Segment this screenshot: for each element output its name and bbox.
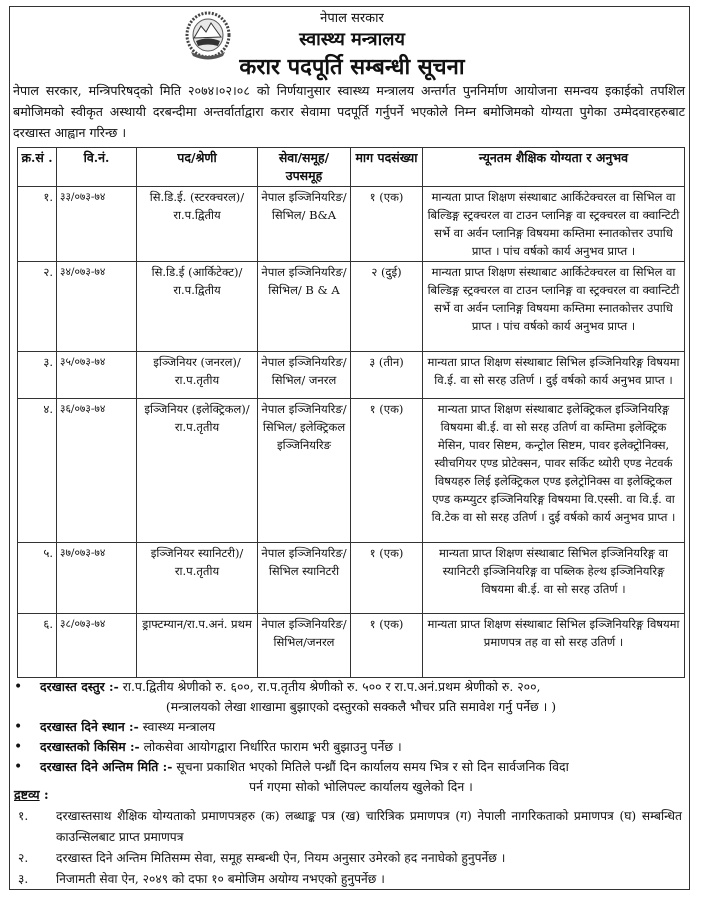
- cell-sn: ३.: [18, 352, 57, 399]
- cell-service: नेपाल इञ्जिनियरिङ/ सिभिल/ जनरल: [258, 352, 351, 399]
- cell-demand: ३ (तीन): [351, 352, 423, 399]
- cell-ad-no: ३६/०७३-७४: [57, 399, 137, 543]
- note-number: १.: [18, 809, 29, 823]
- table-header-row: [18, 148, 685, 187]
- type-label: दरखास्तको किसिम :-: [40, 739, 140, 754]
- cell-sn: ६.: [18, 614, 57, 678]
- deadline-text: सूचना प्रकाशित भएको मितिले पन्ध्रौं दिन कार्यालय समय भित्र र सो दिन सार्वजनिक विदा: [176, 759, 569, 774]
- cell-service: नेपाल इञ्जिनियरिङ/ सिभिल/ इलेक्ट्रिकल इञ्जिनियरिङ: [258, 399, 351, 543]
- type-text: लोकसेवा आयोगद्वारा निर्धारित फाराम भरी बुझाउनु पर्नेछ ।: [143, 739, 402, 754]
- cell-ad-no: ३३/०७३-७४: [57, 187, 137, 262]
- deadline-label: दरखास्त दिने अन्तिम मिति :-: [40, 759, 173, 774]
- bullet-icon: •: [14, 739, 23, 755]
- application-info-list: [14, 677, 682, 797]
- col-header-post: पद/श्रेणी: [137, 148, 258, 187]
- cell-service: नेपाल इञ्जिनियरिङ/ सिभिल/जनरल: [258, 614, 351, 678]
- col-header-qualification: न्यूनतम शैक्षिक योग्यता र अनुभव: [423, 148, 685, 187]
- cell-post: इञ्जिनियर स्यानिटरी)/रा.प.तृतीय: [137, 543, 258, 614]
- cell-qualification: मान्यता प्राप्त शिक्षण संस्थाबाट इलेक्ट्रिकल इञ्जिनियरिङ्ग विषयमा बी.ई. वा सो सरह उतिर्ण वा कम्तिमा इलेक्ट्रिक मेसिन, पावर सिष्टम, कन्ट्रोल सिष्टम, पावर इलेक्ट्रोनिक्स, स्वीचगियर एण्ड प्रोटेक्सन, पावर सर्किट थ्योरी एण्ड नेटवर्क विषयहरु लिई इलेक्ट्रिकल एण्ड इलेट्रोनिक्स वा इलेक्ट्रिकल एण्ड कम्प्युटर इञ्जिनियरिङ्ग विषयमा वि.एस्सी. वा वि.ई. वा वि.टेक वा सो सरह उतिर्ण । दुई वर्षको कार्य अनुभव प्राप्त ।: [423, 399, 685, 543]
- col-header-sn: क्र.सं .: [18, 148, 57, 187]
- table-row: [18, 614, 685, 678]
- note-text: निजामती सेवा ऐन, २०४९ को दफा १० बमोजिम अयोग्य नभएको हुनुपर्नेछ ।: [56, 872, 385, 886]
- note-number: ३.: [18, 872, 29, 886]
- table-row: [18, 543, 685, 614]
- cell-sn: १.: [18, 187, 57, 262]
- fee-text: रा.प.द्वितीय श्रेणीको रु. ६००, रा.प.तृतीय श्रेणीको रु. ५०० र रा.प.अनं.प्रथम श्रेणीको रु. २००,: [122, 679, 541, 694]
- cell-post: इञ्जिनियर (इलेक्ट्रिकल)/ रा.प.तृतीय: [137, 399, 258, 543]
- cell-sn: २.: [18, 262, 57, 352]
- cell-demand: १ (एक): [351, 399, 423, 543]
- cell-ad-no: ३७/०७३-७४: [57, 543, 137, 614]
- notice-title: करार पदपूर्ति सम्बन्धी सूचना: [239, 54, 465, 80]
- notes-heading: द्रष्टव्य :: [14, 787, 49, 802]
- cell-ad-no: ३८/०७३-७४: [57, 614, 137, 678]
- list-item: [18, 848, 682, 869]
- bullet-icon: •: [14, 719, 23, 735]
- cell-post: ड्राफ्टम्यान/रा.प.अनं. प्रथम: [137, 614, 258, 678]
- bullet-icon: •: [14, 759, 23, 775]
- list-item-deadline: [14, 757, 682, 797]
- cell-qualification: मान्यता प्राप्त शिक्षण संस्थाबाट आर्किटेक्चरल वा सिभिल वा बिल्डिङ्ग स्ट्रक्चरल वा टाउन प्लानिङ्ग वा स्ट्रक्चरल वा क्वान्टिटी सर्भे वा अर्वन प्लानिङ्ग विषयमा कम्तिमा स्नातकोत्तर उपाधि प्राप्त । पांच वर्षको कार्य अनुभव प्राप्त ।: [423, 187, 685, 262]
- list-item: [18, 869, 682, 890]
- cell-sn: ५.: [18, 543, 57, 614]
- cell-ad-no: ३४/०७३-७४: [57, 262, 137, 352]
- cell-qualification: मान्यता प्राप्त शिक्षण संस्थाबाट सिभिल इञ्जिनियरिङ्ग वा स्यानिटरी इञ्जिनियरिङ्ग वा पब्लिक हेल्थ इञ्जिनियरिङ्ग विषयमा बी.ई. वा सो सरह उतिर्ण ।: [423, 543, 685, 614]
- cell-qualification: मान्यता प्राप्त शिक्षण संस्थाबाट सिभिल इञ्जिनियरिङ्ग विषयमा वि.ई. वा सो सरह उतिर्ण । दुई वर्षको कार्य अनुभव प्राप्त ।: [423, 352, 685, 399]
- deadline-text-cont: पर्न गएमा सोको भोलिपल्ट कार्यालय खुलेको दिन ।: [249, 779, 473, 794]
- place-text: स्वास्थ्य मन्त्रालय: [142, 719, 216, 734]
- cell-ad-no: ३५/०७३-७४: [57, 352, 137, 399]
- cell-qualification: मान्यता प्राप्त शिक्षण संस्थाबाट आर्किटेक्चरल वा सिभिल वा बिल्डिङ्ग स्ट्रक्चरल वा टाउन प्लानिङ्ग वा स्ट्रक्चरल वा क्वान्टिटी सर्भे वा अर्वन प्लानिङ्ग विषयमा कम्तिमा स्नातकोत्तर उपाधि प्राप्त । पांच वर्षको कार्य अनुभव प्राप्त ।: [423, 262, 685, 352]
- cell-service: नेपाल इञ्जिनियरिङ/ सिभिल/ B&A: [258, 187, 351, 262]
- government-label: नेपाल सरकार: [320, 11, 384, 26]
- cell-post: सि.डि.ई (आर्किटेक्ट)/ रा.प.द्वितीय: [137, 262, 258, 352]
- note-text: दरखास्त दिने अन्तिम मितिसम्म सेवा, समूह सम्बन्धी ऐन, नियम अनुसार उमेरको हद ननाघेको हुनुपर्नेछ ।: [56, 851, 506, 865]
- cell-service: नेपाल इञ्जिनियरिङ/ सिभिल/ B & A: [258, 262, 351, 352]
- cell-demand: १ (एक): [351, 543, 423, 614]
- cell-sn: ४.: [18, 399, 57, 543]
- list-item-type: [14, 737, 682, 757]
- note-text: दरखास्तसाथ शैक्षिक योग्यताको प्रमाणपत्रहरु (क) लब्धाङ्क पत्र (ख) चारित्रिक प्रमाणपत्र (ग) नेपाली नागरिकताको प्रमाणपत्र (घ) सम्बन्धित काउन्सिलबाट प्राप्त प्रमाणपत्र: [56, 809, 682, 844]
- fee-label: दरखास्त दस्तुर :-: [40, 679, 119, 694]
- ministry-name: स्वास्थ्य मन्त्रालय: [299, 29, 405, 50]
- cell-demand: १ (एक): [351, 614, 423, 678]
- cell-demand: १ (एक): [351, 187, 423, 262]
- note-number: २.: [18, 851, 29, 865]
- place-label: दरखास्त दिने स्थान :-: [40, 719, 139, 734]
- cell-qualification: मान्यता प्राप्त शिक्षण संस्थाबाट सिभिल इञ्जिनियरिङ्ग विषयमा प्रमाणपत्र तह वा सो सरह उतिर्ण ।: [423, 614, 685, 678]
- table-row: [18, 352, 685, 399]
- col-header-service: सेवा/समूह/ उपसमूह: [258, 148, 351, 187]
- cell-service: नेपाल इञ्जिनियरिङ/ सिभिल स्यानिटरी: [258, 543, 351, 614]
- col-header-demand: माग पदसंख्या: [351, 148, 423, 187]
- cell-post: इञ्जिनियर (जनरल)/रा.प.तृतीय: [137, 352, 258, 399]
- col-header-ad-no: वि.नं.: [57, 148, 137, 187]
- cell-post: सि.डि.ई. (स्टरक्चरल)/ रा.प.द्वितीय: [137, 187, 258, 262]
- list-item-place: [14, 717, 682, 737]
- table-row: [18, 262, 685, 352]
- notes-list: [18, 806, 682, 890]
- intro-paragraph: नेपाल सरकार, मन्त्रिपरिषद्को मिति २०७४।०२।०८ को निर्णयानुसार स्वास्थ्य मन्त्रालय अन्तर्गत पुननिर्माण आयोजना समन्वय इकाईको तपशिल बमोजिमको स्वीकृत अस्थायी दरबन्दीमा अन्तर्वार्ताद्वारा करार सेवामा पदपूर्ति गर्नुपर्ने भएकोले निम्न बमोजिमको योग्यता पुगेका उम्मेदवारहरुबाट दरखास्त आह्वान गरिन्छ ।: [13, 83, 685, 140]
- cell-demand: २ (दुई): [351, 262, 423, 352]
- bullet-icon: •: [14, 679, 23, 695]
- table-row: [18, 187, 685, 262]
- fee-text-cont: (मन्त्रालयको लेखा शाखामा बुझाएको दस्तुरको सक्कलै भौचर प्रति समावेश गर्नु पर्नेछ । ): [165, 699, 557, 714]
- list-item-fee: [14, 677, 682, 717]
- vacancy-table: [17, 147, 685, 678]
- list-item: [18, 806, 682, 848]
- table-row: [18, 399, 685, 543]
